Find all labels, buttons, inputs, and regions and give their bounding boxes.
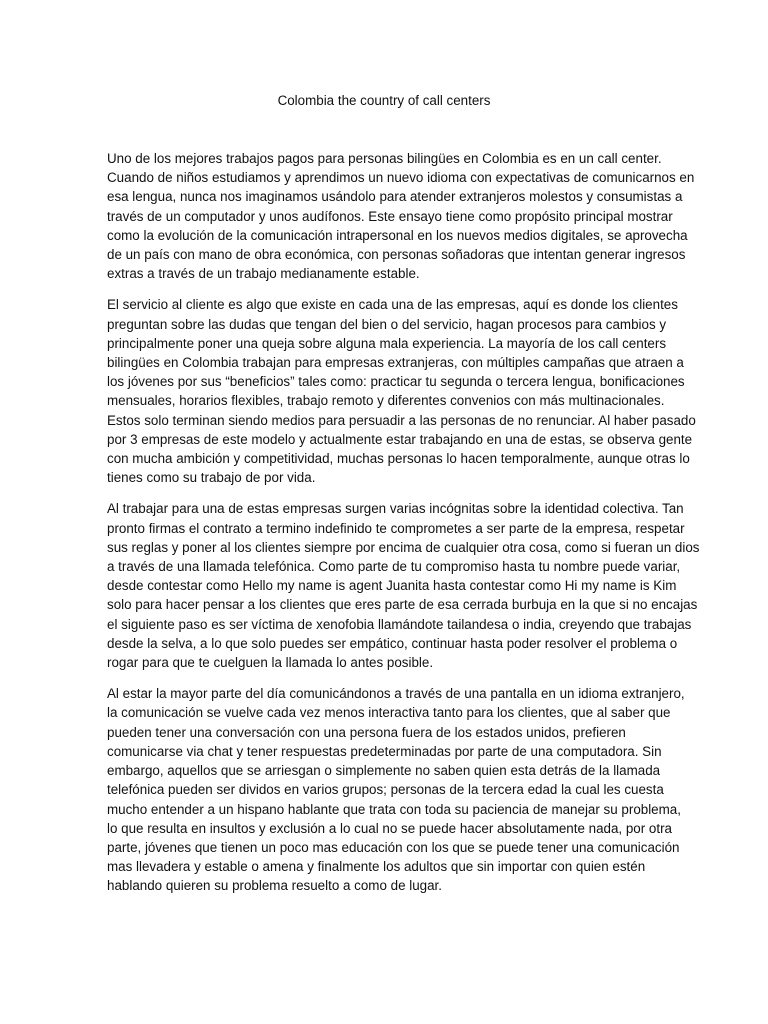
text-line: a través de una llamada telefónica. Como parte de tu compromiso hasta tu nombre puede variar, [107, 559, 681, 575]
paragraph-2 [107, 295, 696, 487]
text-line: mensuales, horarios flexibles, trabajo remoto y diferentes convenios con más multinacionales. [107, 393, 665, 409]
text-line: mas llevadera y estable o amena y finalmente los adultos que sin importar con quien estén [107, 859, 646, 875]
text-line: Uno de los mejores trabajos pagos para personas bilingües en Colombia es en un call center. [107, 151, 662, 166]
text-line: hablando quieren su problema resuelto a como de lugar. [107, 878, 442, 894]
text-line: los jóvenes por sus “beneficios” tales como: practicar tu segunda o tercera lengua, bonificaciones [107, 374, 685, 390]
text-line: solo para hacer pensar a los clientes que eres parte de esa cerrada burbuja en la que si no encajas [107, 597, 698, 613]
text-line: preguntan sobre las dudas que tengan del bien o del servicio, hagan procesos para cambios y [107, 316, 667, 332]
text-line: parte, jóvenes que tienen un poco mas educación con los que se puede tener una comunicación [107, 839, 680, 855]
text-line: embargo, aquellos que se arriesgan o simplemente no saben quien esta detrás de la llamada [107, 763, 661, 779]
text-line: Cuando de niños estudiamos y aprendimos un nuevo idioma con expectativas de comunicarnos en [107, 170, 695, 186]
text-line: telefónica pueden ser dividos en varios grupos; personas de la tercera edad la cual les cuesta [107, 782, 664, 798]
text-line: principalmente poner una queja sobre alguna mala experiencia. La mayoría de los call centers [107, 335, 667, 351]
text-line: bilingües en Colombia trabajan para empresas extranjeras, con múltiples campañas que atraen a [107, 355, 684, 371]
text-line: el siguiente paso es ser víctima de xenofobia llamándote tailandesa o india, creyendo que trabajas [107, 616, 692, 632]
text-line: El servicio al cliente es algo que existe en cada una de las empresas, aquí es donde los clientes [107, 297, 678, 313]
text-line: por 3 empresas de este modelo y actualmente estar trabajando en una de estas, se observa gente [107, 431, 693, 447]
text-line: mucho entender a un hispano hablante que trata con toda su paciencia de manejar su problema, [107, 801, 681, 817]
text-line: Al estar la mayor parte del día comunicándonos a través de una pantalla en un idioma extranjero, [107, 686, 685, 702]
text-line: sus reglas y poner al los clientes siempre por encima de cualquier otra cosa, como si fueran un dios [107, 539, 700, 555]
document-title: Colombia the country of call centers [277, 93, 491, 108]
paragraph-1 [107, 149, 695, 283]
text-line: con mucha ambición y competitividad, muchas personas lo hacen temporalmente, aunque otras lo [107, 451, 690, 467]
text-line: comunicarse via chat y tener respuestas predeterminadas por parte de una computadora. Sin [107, 743, 662, 759]
text-line: como la evolución de la comunicación intrapersonal en los nuevos medios digitales, se aprovecha [107, 227, 688, 243]
text-line: pronto firmas el contrato a termino indefinido te comprometes a ser parte de la empresa, respetar [107, 520, 685, 536]
text-line: rogar para que te cuelguen la llamada lo antes posible. [107, 655, 434, 671]
text-line: desde contestar como Hello my name is agent Juanita hasta contestar como Hi my name is Kim [107, 578, 677, 594]
text-line: extras a través de un trabajo medianamente estable. [107, 266, 420, 282]
text-line: lo que resulta en insultos y exclusión a lo cual no se puede hacer absolutamente nada, por otra [107, 820, 673, 836]
text-line: tienes como su trabajo de por vida. [107, 470, 316, 486]
document-body [107, 149, 700, 908]
text-line: la comunicación se vuelve cada vez menos interactiva tanto para los clientes, que al saber que [107, 705, 671, 721]
text-line: pueden tener una conversación con una persona fuera de los estados unidos, prefieren [107, 724, 626, 740]
text-line: esa lengua, nunca nos imaginamos usándolo para atender extranjeros molestos y consumistas a [107, 189, 683, 205]
text-line: Estos solo terminan siendo medios para persuadir a las personas de no renunciar. Al haber pasado [107, 412, 696, 428]
text-line: de un país con mano de obra económica, con personas soñadoras que intentan generar ingresos [107, 247, 686, 263]
text-line: desde la selva, a lo que solo puedes ser empático, continuar hasta poder resolver el problema o [107, 635, 678, 651]
text-line: través de un computador y unos audífonos. Este ensayo tiene como propósito principal mostrar [107, 208, 673, 224]
text-line: Al trabajar para una de estas empresas surgen varias incógnitas sobre la identidad colectiva. Tan [107, 501, 684, 517]
paragraph-3 [107, 499, 700, 672]
paragraph-4 [107, 684, 685, 895]
